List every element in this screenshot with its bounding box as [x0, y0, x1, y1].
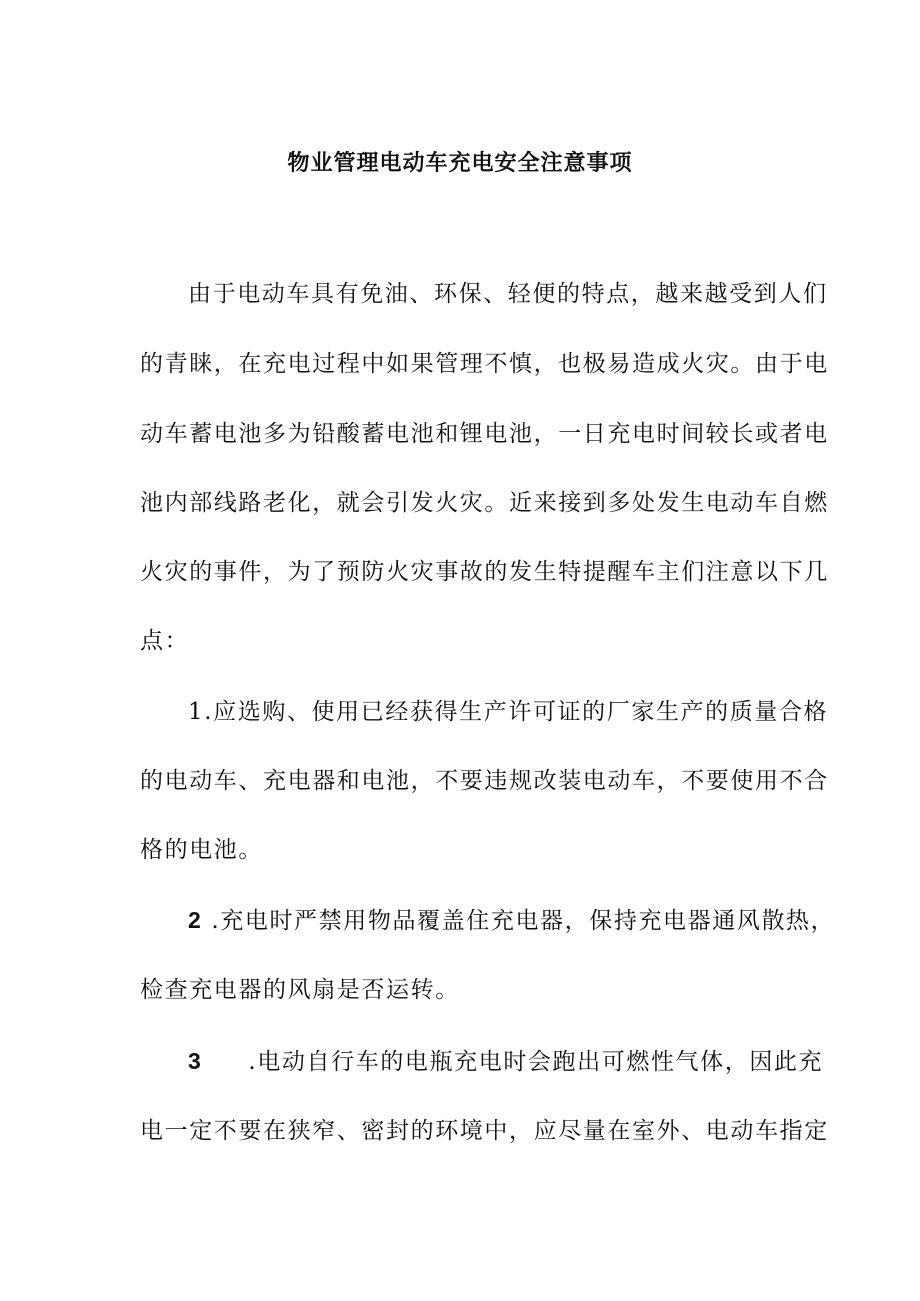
- intro-line-1: 由于电动车具有免油、环保、轻便的特点，越来越受到人们: [188, 281, 828, 307]
- item-1-line-3: 格的电池。: [140, 837, 263, 863]
- item-2-line-2: 检查充电器的风扇是否运转。: [140, 977, 460, 1003]
- item-3-line-2: 电一定不要在狭窄、密封的环境中，应尽量在室外、电动车指定: [140, 1118, 829, 1144]
- item-2-line-1: [188, 905, 835, 936]
- intro-line-6: 点：: [140, 628, 190, 654]
- intro-line-3: 动车蓄电池多为铅酸蓄电池和锂电池，一日充电时间较长或者电: [140, 421, 829, 447]
- intro-line-4: 池内部线路老化，就会引发火灾。近来接到多处发生电动车自燃: [140, 490, 829, 516]
- item-3-number: 3: [188, 1048, 203, 1074]
- item-3-line-1: [188, 1046, 823, 1077]
- item-2-line-1-text: .充电时严禁用物品覆盖住充电器，保持充电器通风散热，: [211, 908, 836, 934]
- item-1-line-1: 1.应选购、使用已经获得生产许可证的厂家生产的质量合格: [188, 699, 829, 725]
- document-title: 物业管理电动车充电安全注意事项: [287, 150, 633, 176]
- intro-line-2: 的青睐，在充电过程中如果管理不慎，也极易造成火灾。由于电: [140, 351, 829, 377]
- item-3-line-1-text: .电动自行车的电瓶充电时会跑出可燃性气体，因此充: [248, 1049, 824, 1075]
- intro-line-5: 火灾的事件，为了预防火灾事故的发生特提醒车主们注意以下几: [140, 559, 829, 585]
- item-1-line-2: 的电动车、充电器和电池，不要违规改装电动车，不要使用不合: [140, 768, 829, 794]
- item-2-number: 2: [188, 907, 203, 933]
